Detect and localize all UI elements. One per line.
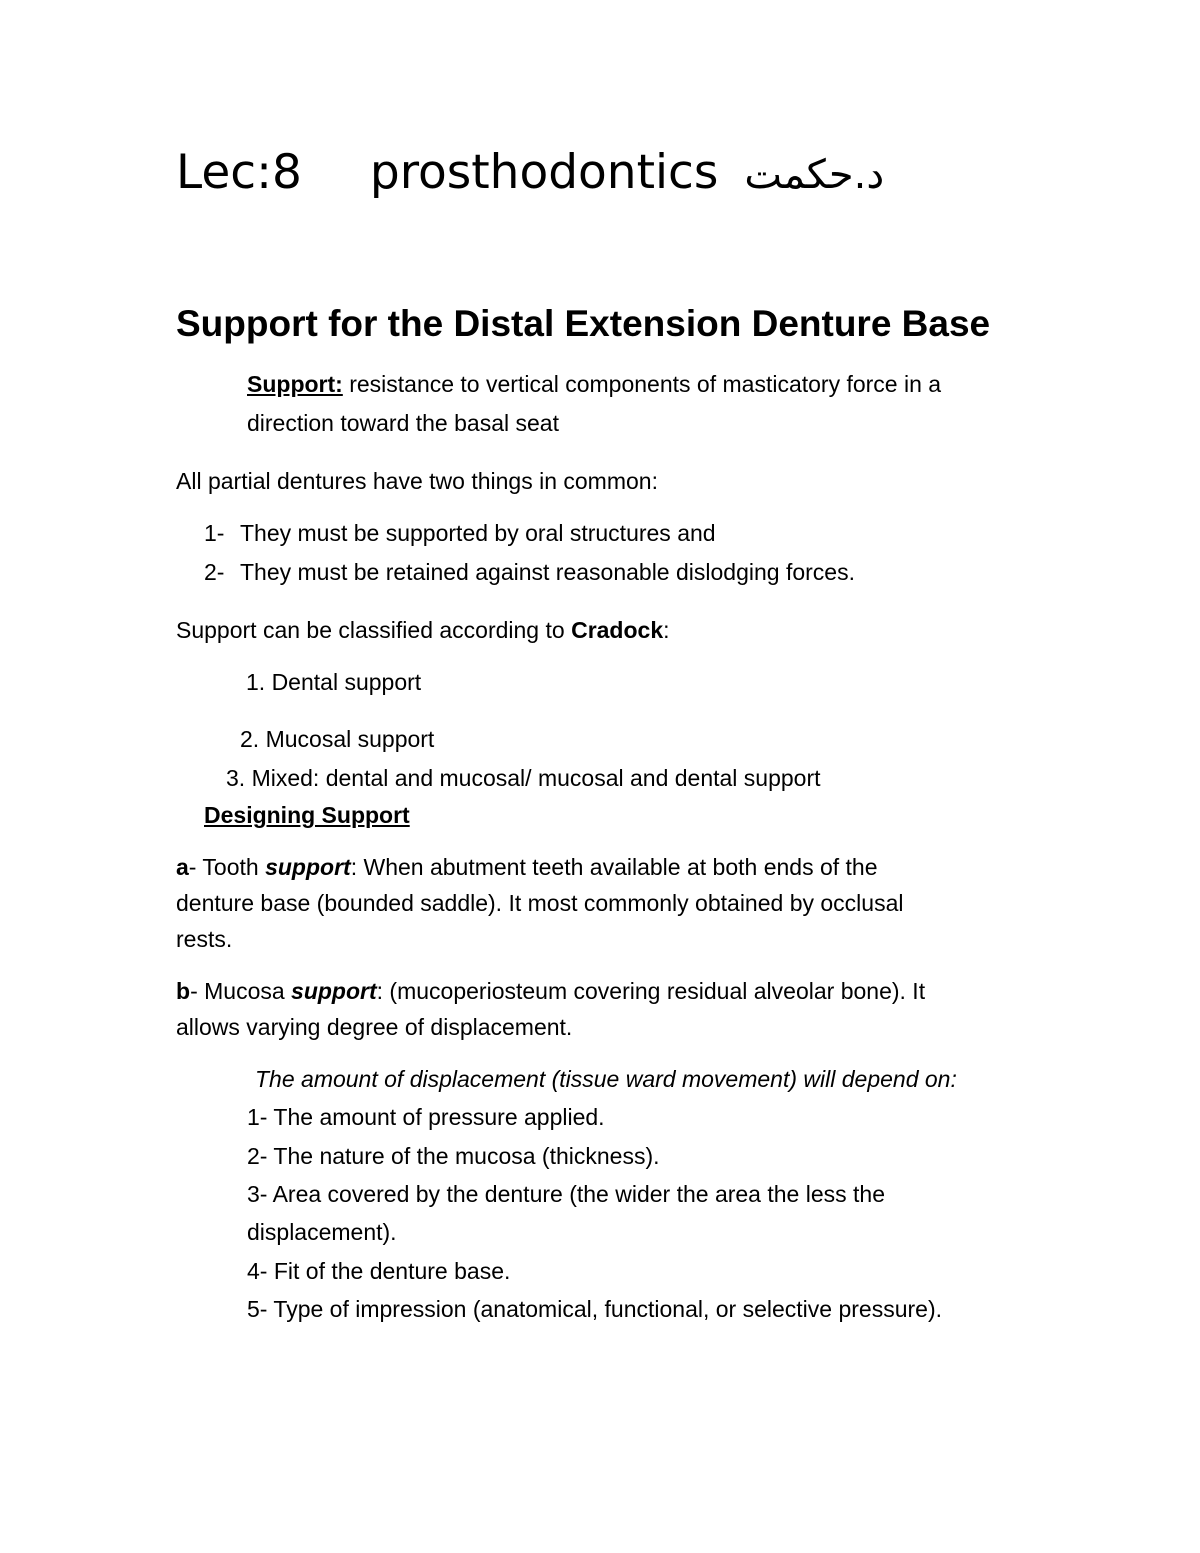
tooth-support-text: : When abutment teeth available at both ends of the xyxy=(350,854,878,880)
tooth-support-line-2: denture base (bounded saddle). It most commonly obtained by occlusal xyxy=(176,890,904,916)
classification-name: Cradock xyxy=(571,617,664,643)
support-term: Support: xyxy=(247,371,343,397)
mucosa-support-line-1 xyxy=(176,973,925,1009)
displacement-intro: The amount of displacement (tissue ward movement) will depend on: xyxy=(255,1066,957,1092)
designing-support-heading: Designing Support xyxy=(204,802,410,828)
support-type-item: 3. Mixed: dental and mucosal/ mucosal and dental support xyxy=(226,765,821,791)
lecture-number: Lec:8 xyxy=(176,145,302,200)
lecture-author: د.حكمت xyxy=(744,152,885,198)
page-title: Support for the Distal Extension Denture Base xyxy=(176,303,991,344)
mucosa-support-line-2: allows varying degree of displacement. xyxy=(176,1014,573,1040)
classification-line xyxy=(176,612,670,648)
common-item-number: 2- xyxy=(204,559,225,585)
displacement-factor: 4- Fit of the denture base. xyxy=(247,1258,511,1284)
classification-prefix: Support can be classified according to xyxy=(176,617,572,643)
mucosa-support-label: - Mucosa xyxy=(190,978,292,1004)
common-item-text: They must be supported by oral structures and xyxy=(240,520,716,546)
support-definition-text: resistance to vertical components of masticatory force in a xyxy=(342,371,942,397)
tooth-support-line-3: rests. xyxy=(176,926,233,952)
common-item-text: They must be retained against reasonable dislodging forces. xyxy=(240,559,855,585)
mucosa-support-text: : (mucoperiosteum covering residual alveolar bone). It xyxy=(376,978,926,1004)
common-intro: All partial dentures have two things in common: xyxy=(176,468,658,494)
tooth-support-keyword: support xyxy=(265,854,351,880)
lecture-subject: prosthodontics xyxy=(369,145,719,200)
tooth-support-line-1 xyxy=(176,849,878,885)
mucosa-support-letter: b xyxy=(176,978,191,1004)
mucosa-support-keyword: support xyxy=(291,978,377,1004)
displacement-factor: 3- Area covered by the denture (the wider the area the less the xyxy=(247,1181,885,1207)
displacement-factor-continued: displacement). xyxy=(247,1219,397,1245)
displacement-factor: 1- The amount of pressure applied. xyxy=(247,1104,605,1130)
support-type-item: 2. Mucosal support xyxy=(240,726,435,752)
common-item-number: 1- xyxy=(204,520,225,546)
tooth-support-label: - Tooth xyxy=(188,854,266,880)
displacement-factor: 2- The nature of the mucosa (thickness). xyxy=(247,1143,660,1169)
support-definition-line-2: direction toward the basal seat xyxy=(247,410,559,436)
displacement-factor: 5- Type of impression (anatomical, functional, or selective pressure). xyxy=(247,1296,942,1322)
support-type-item: 1. Dental support xyxy=(246,669,422,695)
support-definition-line-1 xyxy=(247,366,941,402)
tooth-support-letter: a xyxy=(176,854,189,880)
classification-suffix: : xyxy=(663,617,670,643)
lecture-header xyxy=(176,144,884,204)
